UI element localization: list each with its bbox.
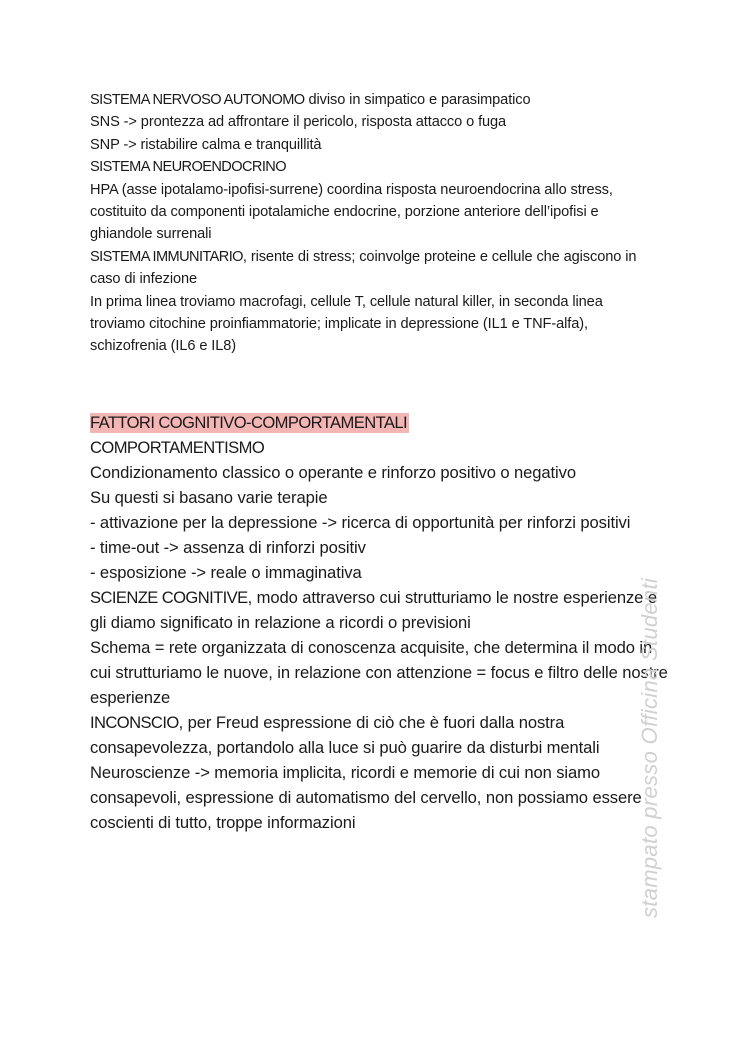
paragraph-schema: Schema = rete organizzata di conoscenza acquisite, che determina il modo in cui strutturiamo le nuove, in relazione con attenzione = focus e filtro delle nostre esperienze: [90, 638, 668, 707]
section-title-row: [90, 410, 670, 435]
watermark-text: stampato presso Officina Studenti: [637, 577, 662, 918]
heading-sistema-neuroendocrino: SISTEMA NEUROENDOCRINO: [90, 159, 287, 176]
text-inconscio: , per Freud espressione di ciò che è fuori dalla nostra consapevolezza, portandolo alla luce si può guarire da disturbi mentali: [90, 713, 600, 757]
paragraph-sns: SNS -> prontezza ad affrontare il pericolo, risposta attacco o fuga: [90, 114, 507, 131]
paragraph-condizionamento: Condizionamento classico o operante e rinforzo positivo o negativo: [90, 463, 576, 482]
text-scienze-cognitive: , modo attraverso cui strutturiamo le nostre esperienze e gli diamo significato in relazione a ricordi o previsioni: [90, 588, 657, 632]
list-item-attivazione: - attivazione per la depressione -> ricerca di opportunità per rinforzi positivi: [90, 513, 631, 532]
paragraph-sna: [90, 89, 660, 111]
list-item-time-out: - time-out -> assenza di rinforzi positiv: [90, 538, 366, 557]
section-title-fattori: FATTORI COGNITIVO-COMPORTAMENTALI: [90, 413, 408, 432]
heading-inconscio: INCONSCIO: [90, 713, 179, 732]
text-immunitario-description: , risente di stress; coinvolge proteine e cellule che agiscono in caso di infezione: [90, 248, 637, 288]
section-cognitive-behavioral: [90, 410, 670, 835]
heading-sistema-nervoso-autonomo: SISTEMA NERVOSO AUTONOMO: [90, 92, 305, 108]
heading-comportamentismo: COMPORTAMENTISMO: [90, 438, 265, 457]
paragraph-hpa: HPA (asse ipotalamo-ipofisi-surrene) coordina risposta neuroendocrina allo stress, costituito da componenti ipotalamiche endocrine, porzione anteriore dell’ipofisi e ghiandole surrenali: [90, 181, 613, 243]
list-item-esposizione: - esposizione -> reale o immaginativa: [90, 563, 362, 582]
heading-sistema-immunitario: SISTEMA IMMUNITARIO: [90, 248, 243, 265]
paragraph-immunitario: [90, 246, 660, 291]
text-sna-description: diviso in simpatico e parasimpatico: [304, 92, 531, 108]
heading-scienze-cognitive: SCIENZE COGNITIVE: [90, 588, 248, 607]
paragraph-inconscio: [90, 710, 670, 760]
paragraph-scienze-cognitive: [90, 585, 670, 635]
section-biological-systems: [90, 89, 660, 358]
paragraph-snp: SNP -> ristabilire calma e tranquillità: [90, 136, 322, 153]
paragraph-prima-linea: In prima linea troviamo macrofagi, cellule T, cellule natural killer, in seconda linea troviamo citochine proinfiammatorie; implicate in depressione (IL1 e TNF-alfa), schizofrenia (IL6 e IL8): [90, 293, 603, 355]
paragraph-neuroscienze: Neuroscienze -> memoria implicita, ricordi e memorie di cui non siamo consapevoli, espressione di automatismo del cervello, non possiamo essere coscienti di tutto, troppe informazioni: [90, 763, 642, 832]
paragraph-terapie: Su questi si basano varie terapie: [90, 488, 328, 507]
